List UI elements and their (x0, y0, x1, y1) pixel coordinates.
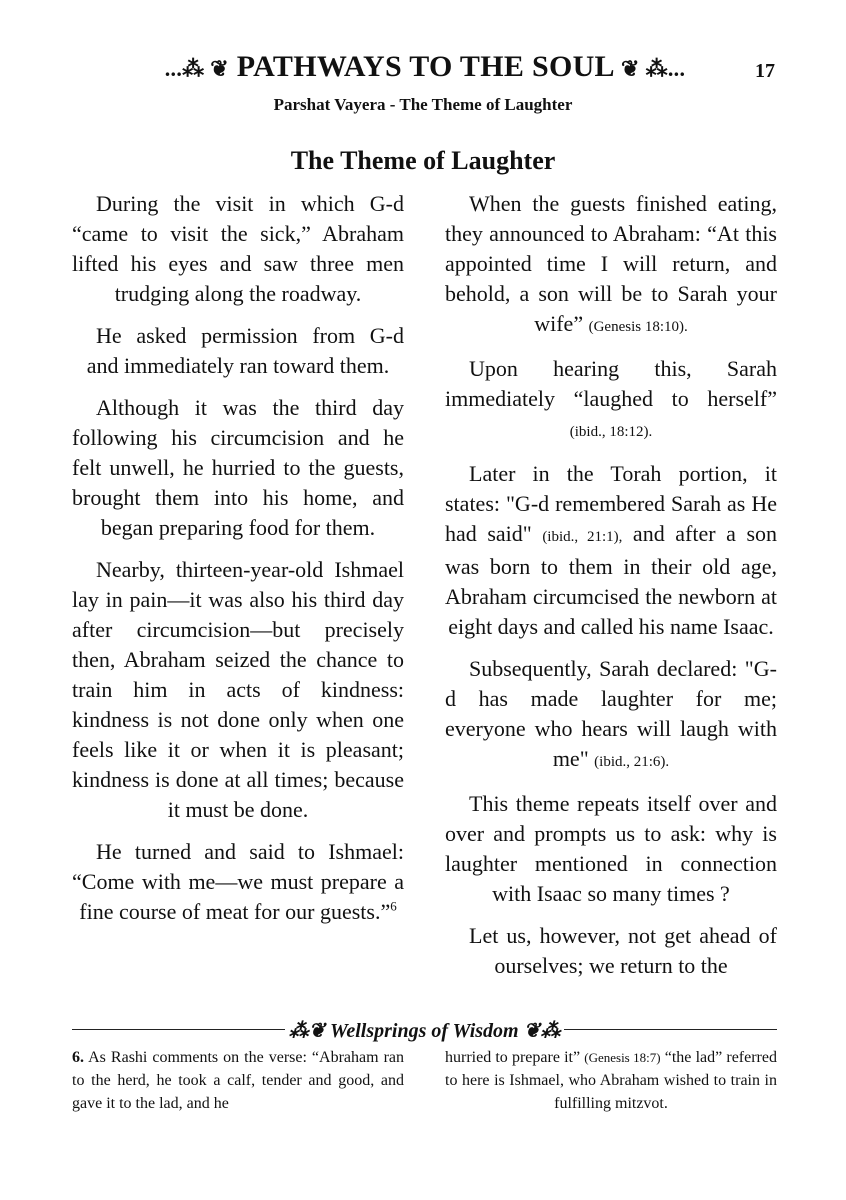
paragraph (72, 321, 404, 381)
divider-label: Wellsprings of Wisdom (330, 1020, 519, 1042)
paragraph (445, 654, 777, 777)
article-title: The Theme of Laughter (290, 146, 556, 175)
footnote-number: 6. (72, 1049, 84, 1066)
citation: (Genesis 18:10). (588, 319, 688, 335)
footnote-divider (72, 1018, 777, 1042)
paragraph (445, 921, 777, 981)
footnote-text: As Rashi comments on the verse: “Abraham ran to the herd, he took a calf, tender and good, and gave it to the lad, and he (72, 1049, 404, 1112)
page-number: 17 (755, 60, 775, 82)
paragraph-text: He asked permission from G-d and immediately ran toward them. (86, 323, 404, 378)
book-title (130, 50, 720, 84)
citation: (ibid., 21:6). (594, 754, 670, 770)
paragraph (445, 189, 777, 342)
right-column (445, 189, 777, 993)
paragraph-text: Upon hearing this, Sarah immediately “laughed to herself” (445, 356, 777, 411)
paragraph-text: This theme repeats itself over and over and prompts us to ask: why is laughter mentioned in connection with Isaac so many times ? (445, 791, 777, 906)
paragraph-text: Let us, however, not get ahead of ourselves; we return to the (469, 923, 777, 978)
paragraph (445, 789, 777, 909)
paragraph-text: Subsequently, Sarah declared: "G-d has made laughter for me; everyone who hears will laugh with me" (445, 656, 777, 771)
left-column (72, 189, 404, 939)
ornament-icon: ⁂❦ (288, 1020, 331, 1042)
citation: (ibid., 18:12). (569, 424, 653, 440)
citation: (ibid., 21:1), (542, 529, 623, 545)
paragraph (72, 393, 404, 543)
paragraph-text: When the guests finished eating, they announced to Abraham: “At this appointed time I will return, and behold, a son will be to Sarah your wife” (445, 191, 777, 336)
paragraph (72, 189, 404, 309)
ornament-icon: ❦⁂ (518, 1020, 561, 1042)
ornament-right-icon: ❦ ⁂... (621, 56, 686, 81)
paragraph (72, 837, 404, 927)
chapter-subtitle: Parshat Vayera - The Theme of Laughter (273, 95, 573, 114)
paragraph-text: During the visit in which G-d “came to visit the sick,” Abraham lifted his eyes and saw three men trudging along the roadway. (72, 191, 404, 306)
paragraph (445, 459, 777, 642)
paragraph-text: Later in the Torah portion, it states: "G-d remembered Sarah as He had said" (445, 461, 777, 546)
paragraph-text: Although it was the third day following his circumcision and he felt unwell, he hurried to the guests, brought them into his home, and began preparing food for them. (72, 395, 404, 540)
paragraph-text: and after a son was born to them in their old age, Abraham circumcised the newborn at eight days and called his name Isaac. (445, 521, 778, 639)
footnote-right (445, 1046, 777, 1115)
book-title-text: PATHWAYS TO THE SOUL (236, 50, 614, 83)
paragraph-text: He turned and said to Ishmael: “Come with me—we must prepare a fine course of meat for our guests.” (72, 839, 404, 924)
footnote-text: “the lad” referred to here is Ishmael, who Abraham wished to train in fulfilling mitzvot. (445, 1049, 777, 1112)
footnote-left (72, 1046, 404, 1115)
footnote-citation: (Genesis 18:7) (584, 1050, 661, 1065)
paragraph-text: Nearby, thirteen-year-old Ishmael lay in pain—it was also his third day after circumcision—but precisely then, Abraham seized the chance to train him in acts of kindness: kindness is not done only when one feels like it or when it is pleasant; kindness is done at all times; because it must be done. (72, 557, 404, 822)
paragraph (72, 555, 404, 825)
paragraph (445, 354, 777, 447)
ornament-left-icon: ...⁂ ❦ (164, 56, 229, 81)
footnote-reference: 6 (390, 898, 397, 914)
footnote-text: hurried to prepare it” (445, 1049, 585, 1066)
